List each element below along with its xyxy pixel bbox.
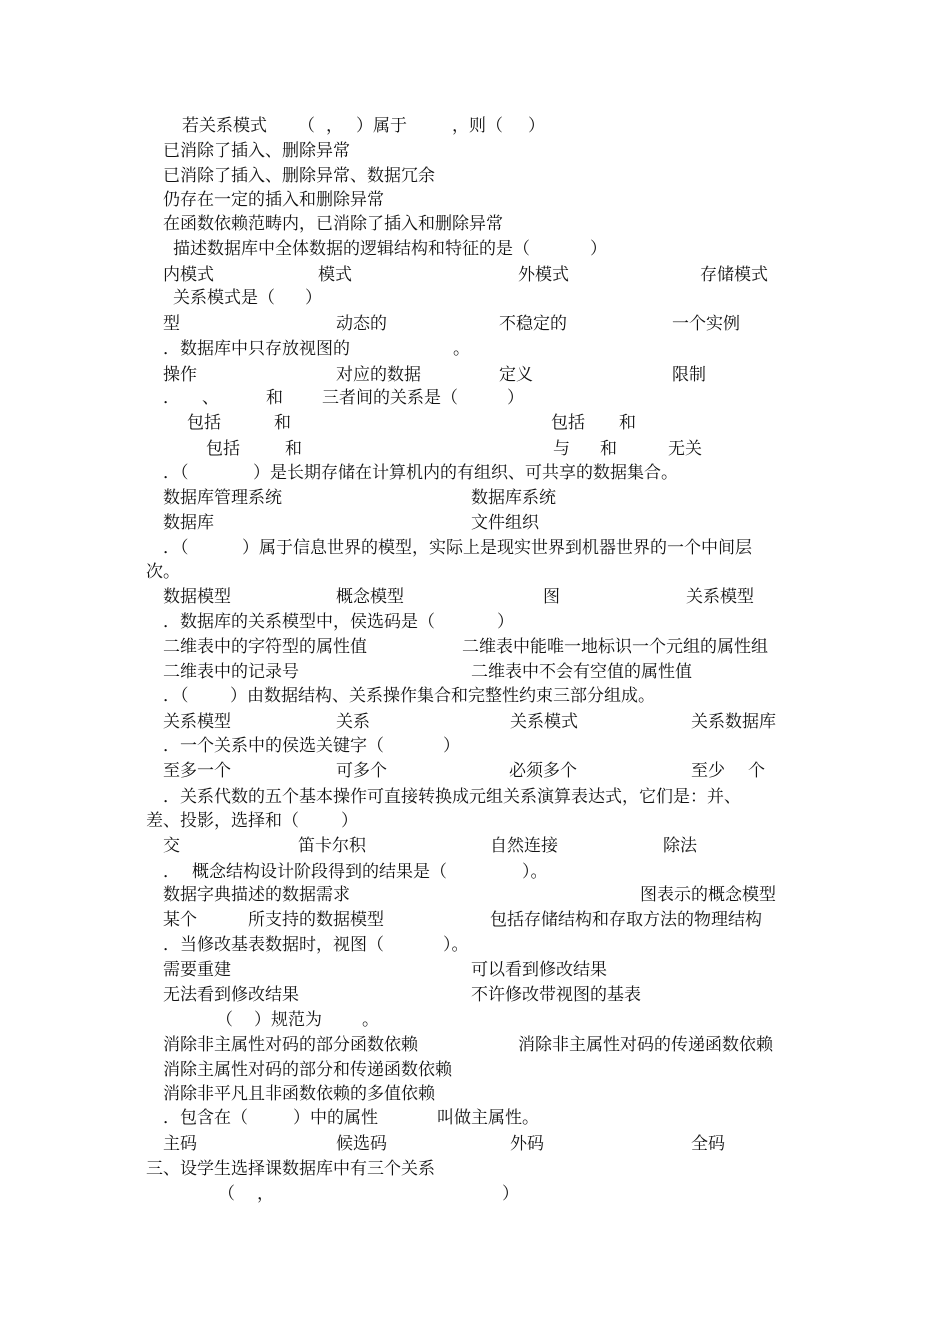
text-line: [0, 363, 950, 387]
text-segment: ）中的属性: [293, 1108, 378, 1128]
text-segment: ，: [326, 116, 343, 136]
text-line: [0, 560, 950, 584]
text-segment: ）: [507, 388, 524, 408]
text-segment: 关系模型: [686, 587, 754, 607]
text-segment: 一个实例: [672, 314, 740, 334]
text-segment: 个: [748, 761, 765, 781]
text-segment: 和: [285, 439, 302, 459]
text-segment: 模式: [318, 265, 352, 285]
text-segment: ．数据库的关系模型中，侯选码是（: [163, 612, 435, 632]
text-line: [0, 286, 950, 310]
text-line: [0, 1008, 950, 1032]
text-segment: 所支持的数据模型: [248, 910, 384, 930]
text-segment: ）规范为: [254, 1010, 322, 1030]
text-segment: 主码: [163, 1134, 197, 1154]
text-segment: 数据库系统: [471, 488, 556, 508]
text-segment: 数据字典描述的数据需求: [163, 885, 350, 905]
text-line: [0, 785, 950, 809]
text-segment: 关系模式是（: [173, 288, 275, 308]
text-line: [0, 908, 950, 932]
text-segment: 差、投影，选择和（: [146, 811, 299, 831]
text-segment: ．（: [163, 686, 189, 706]
text-segment: ．（: [163, 463, 189, 483]
text-segment: 和: [600, 439, 617, 459]
text-segment: 次。: [146, 562, 180, 582]
text-segment: 包括: [206, 439, 240, 459]
text-segment: ）: [305, 288, 322, 308]
text-segment: 全码: [691, 1134, 725, 1154]
text-segment: ）: [497, 612, 514, 632]
text-segment: ）。: [443, 935, 469, 955]
text-segment: 操作: [163, 365, 197, 385]
text-segment: 和: [274, 413, 291, 433]
text-line: [0, 337, 950, 361]
text-segment: 无法看到修改结果: [163, 985, 299, 1005]
text-segment: ）: [590, 239, 607, 259]
text-segment: 图表示的概念模型: [640, 885, 776, 905]
text-line: [0, 536, 950, 560]
text-segment: 叫做主属性。: [437, 1108, 539, 1128]
text-segment: 和: [619, 413, 636, 433]
text-segment: 存储模式: [700, 265, 768, 285]
text-line: [0, 933, 950, 957]
text-segment: ．: [163, 862, 180, 882]
text-segment: ）属于: [356, 116, 407, 136]
text-line: [0, 1132, 950, 1156]
text-line: [0, 212, 950, 236]
text-line: [0, 188, 950, 212]
text-segment: ）: [341, 811, 358, 831]
text-segment: ）: [502, 1184, 519, 1204]
text-line: [0, 1157, 950, 1181]
text-segment: 外模式: [518, 265, 569, 285]
text-segment: 。: [362, 1010, 379, 1030]
text-line: [0, 958, 950, 982]
text-segment: 和: [266, 388, 283, 408]
text-segment: 至少: [691, 761, 725, 781]
text-segment: 数据库管理系统: [163, 488, 282, 508]
text-line: [0, 411, 950, 435]
text-line: [0, 834, 950, 858]
text-segment: 二维表中的记录号: [163, 662, 299, 682]
text-line: [0, 486, 950, 510]
text-segment: 图: [543, 587, 560, 607]
text-line: [0, 983, 950, 1007]
text-segment: 定义: [499, 365, 533, 385]
text-segment: 关系: [336, 712, 370, 732]
text-segment: 对应的数据: [336, 365, 421, 385]
text-segment: 已消除了插入、删除异常、数据冗余: [163, 166, 435, 186]
text-segment: 可以看到修改结果: [471, 960, 607, 980]
text-segment: 消除主属性对码的部分和传递函数依赖: [163, 1060, 452, 1080]
text-line: [0, 710, 950, 734]
text-line: [0, 437, 950, 461]
text-segment: 型: [163, 314, 180, 334]
text-segment: 二维表中不会有空值的属性值: [471, 662, 692, 682]
text-segment: 需要重建: [163, 960, 231, 980]
text-line: [0, 660, 950, 684]
text-segment: 与: [553, 439, 570, 459]
text-segment: 动态的: [336, 314, 387, 334]
text-segment: 三、设学生选择课数据库中有三个关系: [146, 1159, 435, 1179]
text-segment: 描述数据库中全体数据的逻辑结构和特征的是（: [173, 239, 530, 259]
text-line: [0, 263, 950, 287]
text-segment: 在函数依赖范畴内，已消除了插入和删除异常: [163, 214, 503, 234]
text-segment: 不稳定的: [499, 314, 567, 334]
text-segment: 关系模型: [163, 712, 231, 732]
text-segment: 不许修改带视图的基表: [471, 985, 641, 1005]
text-segment: 消除非平凡且非函数依赖的多值依赖: [163, 1084, 435, 1104]
text-line: [0, 860, 950, 884]
text-segment: 概念结构设计阶段得到的结果是（: [192, 862, 447, 882]
text-line: [0, 809, 950, 833]
text-segment: （: [218, 1184, 235, 1204]
text-segment: 交: [163, 836, 180, 856]
text-segment: 二维表中能唯一地标识一个元组的属性组: [462, 637, 768, 657]
text-segment: 关系模式: [510, 712, 578, 732]
text-segment: 包括存储结构和存取方法的物理结构: [490, 910, 762, 930]
text-segment: 二维表中的字符型的属性值: [163, 637, 367, 657]
text-segment: ）。: [522, 862, 548, 882]
text-segment: ．包含在（: [163, 1108, 248, 1128]
text-segment: 候选码: [336, 1134, 387, 1154]
text-segment: 数据库: [163, 513, 214, 533]
text-segment: 限制: [672, 365, 706, 385]
text-segment: 三者间的关系是（: [322, 388, 458, 408]
text-line: [0, 461, 950, 485]
text-line: [0, 511, 950, 535]
text-segment: ．当修改基表数据时，视图（: [163, 935, 384, 955]
text-segment: 包括: [187, 413, 221, 433]
text-segment: 某个: [163, 910, 197, 930]
text-segment: 外码: [510, 1134, 544, 1154]
text-segment: 消除非主属性对码的传递函数依赖: [518, 1035, 773, 1055]
text-segment: 若关系模式: [182, 116, 267, 136]
text-segment: 除法: [663, 836, 697, 856]
text-line: [0, 684, 950, 708]
text-segment: 包括: [551, 413, 585, 433]
text-line: [0, 635, 950, 659]
text-segment: 文件组织: [471, 513, 539, 533]
text-segment: 无关: [668, 439, 702, 459]
text-line: [0, 164, 950, 188]
text-segment: ．数据库中只存放视图的: [163, 339, 350, 359]
text-line: [0, 1033, 950, 1057]
text-segment: 、: [202, 388, 219, 408]
text-line: [0, 1106, 950, 1130]
text-line: [0, 237, 950, 261]
text-line: [0, 139, 950, 163]
text-line: [0, 1058, 950, 1082]
text-segment: （: [216, 1010, 233, 1030]
text-segment: ．: [163, 388, 180, 408]
text-segment: 消除非主属性对码的部分函数依赖: [163, 1035, 418, 1055]
text-segment: ．（: [163, 538, 189, 558]
text-segment: 内模式: [163, 265, 214, 285]
text-segment: 可多个: [336, 761, 387, 781]
text-line: [0, 759, 950, 783]
text-line: [0, 312, 950, 336]
text-segment: 概念模型: [336, 587, 404, 607]
text-segment: ）由数据结构、关系操作集合和完整性约束三部分组成。: [230, 686, 655, 706]
text-segment: 至多一个: [163, 761, 231, 781]
text-segment: 仍存在一定的插入和删除异常: [163, 190, 384, 210]
text-line: [0, 1082, 950, 1106]
text-line: [0, 114, 950, 138]
text-line: [0, 1182, 950, 1206]
text-segment: ，: [257, 1184, 274, 1204]
text-segment: 数据模型: [163, 587, 231, 607]
text-line: [0, 585, 950, 609]
text-line: [0, 883, 950, 907]
text-segment: ）: [528, 116, 545, 136]
text-line: [0, 610, 950, 634]
text-segment: ．关系代数的五个基本操作可直接转换成元组关系演算表达式，它们是：并、: [163, 787, 741, 807]
text-line: [0, 734, 950, 758]
text-segment: 已消除了插入、删除异常: [163, 141, 350, 161]
text-line: [0, 386, 950, 410]
text-segment: 。: [453, 339, 470, 359]
text-segment: ）属于信息世界的模型，实际上是现实世界到机器世界的一个中间层: [242, 538, 752, 558]
text-segment: ．一个关系中的侯选关键字（: [163, 736, 384, 756]
text-segment: 关系数据库: [691, 712, 776, 732]
text-segment: ，则（: [452, 116, 503, 136]
text-segment: ）: [443, 736, 460, 756]
text-segment: 笛卡尔积: [298, 836, 366, 856]
text-segment: 必须多个: [509, 761, 577, 781]
text-segment: ）是长期存储在计算机内的有组织、可共享的数据集合。: [253, 463, 678, 483]
text-segment: 自然连接: [490, 836, 558, 856]
text-segment: （: [298, 116, 315, 136]
